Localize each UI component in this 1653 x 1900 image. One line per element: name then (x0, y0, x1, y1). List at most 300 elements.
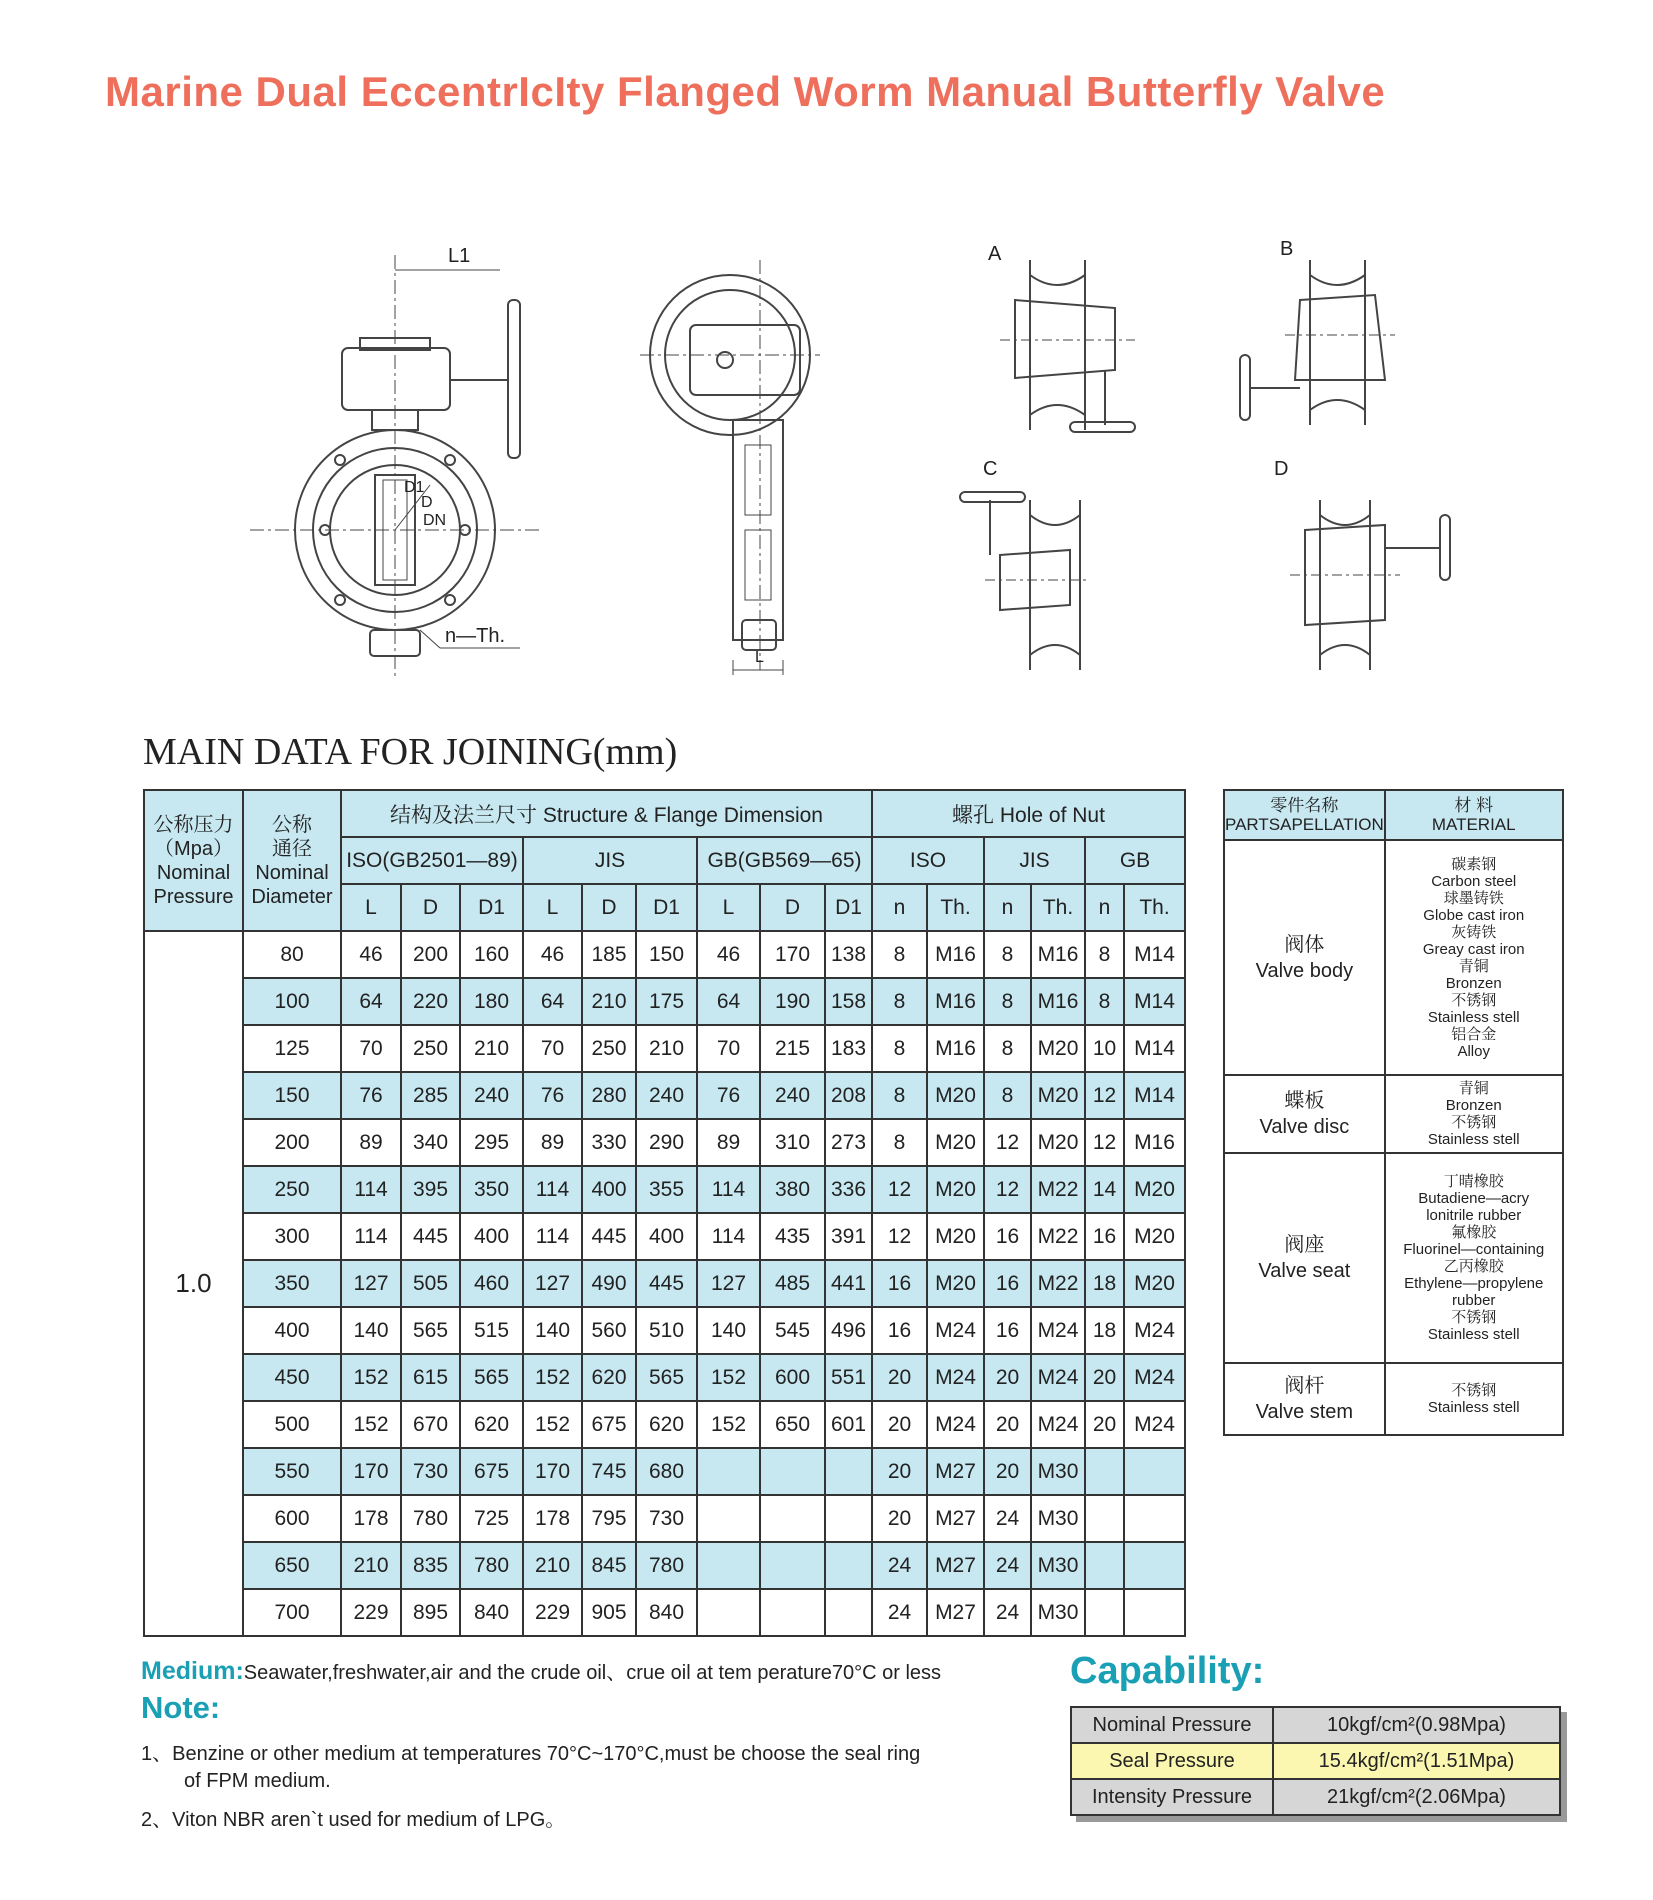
part-materials (1385, 1075, 1563, 1153)
table-cell: 89 (697, 1119, 760, 1166)
table-row (144, 1213, 1185, 1260)
material-line: Bronzen (1445, 974, 1502, 992)
table-cell: 114 (523, 1166, 582, 1213)
material-line: Stainless stell (1427, 1399, 1520, 1416)
table-cell: M30 (1031, 1542, 1085, 1589)
nominal-diameter-cell: 250 (243, 1166, 341, 1213)
capability-row-nominal (1071, 1707, 1560, 1743)
mount-a-drawing (988, 243, 1135, 432)
material-table (1223, 789, 1564, 1436)
part-materials (1385, 1153, 1563, 1363)
table-cell: 14 (1085, 1166, 1124, 1213)
part-name-line: Valve seat (1258, 1260, 1351, 1282)
table-cell: 340 (401, 1119, 460, 1166)
material-line: 灰铸铁 (1451, 923, 1497, 941)
nominal-pressure-value: 1.0 (144, 931, 243, 1636)
table-cell: 895 (401, 1589, 460, 1636)
table-cell: M22 (1031, 1166, 1085, 1213)
table-cell: M16 (927, 978, 984, 1025)
column-header: D (401, 884, 460, 931)
material-line: 不锈钢 (1451, 1114, 1497, 1131)
table-cell: 140 (341, 1307, 401, 1354)
table-cell: 114 (523, 1213, 582, 1260)
material-line: Fluorinel—containing (1403, 1241, 1545, 1258)
table-cell: 152 (697, 1401, 760, 1448)
table-cell: 240 (636, 1072, 697, 1119)
table-cell (1085, 1589, 1124, 1636)
material-line: 青铜 (1458, 957, 1489, 975)
material-line: Carbon steel (1431, 872, 1517, 890)
column-header: L (523, 884, 582, 931)
table-cell: 114 (341, 1213, 401, 1260)
table-cell: 170 (523, 1448, 582, 1495)
table-cell: 89 (523, 1119, 582, 1166)
capability-heading: Capability: (1070, 1650, 1265, 1692)
table-row (144, 1025, 1185, 1072)
table-cell: 70 (697, 1025, 760, 1072)
table-cell: 220 (401, 978, 460, 1025)
label-b: B (1280, 238, 1294, 260)
table-cell: 380 (760, 1166, 825, 1213)
column-header: Th. (1124, 884, 1185, 931)
table-cell (760, 1542, 825, 1589)
table-cell: 76 (523, 1072, 582, 1119)
column-header: n (872, 884, 927, 931)
table-cell: 12 (1085, 1119, 1124, 1166)
table-cell: M14 (1124, 978, 1185, 1025)
material-line: Alloy (1457, 1042, 1490, 1060)
nominal-diameter-cell: 200 (243, 1119, 341, 1166)
part-name (1224, 840, 1385, 1075)
nominal-diameter-cell: 400 (243, 1307, 341, 1354)
column-header: n (984, 884, 1031, 931)
table-cell: 460 (460, 1260, 523, 1307)
table-cell: 745 (582, 1448, 636, 1495)
table-cell: 70 (341, 1025, 401, 1072)
nominal-diameter-cell: 700 (243, 1589, 341, 1636)
table-cell: 795 (582, 1495, 636, 1542)
capability-table (1070, 1706, 1561, 1816)
note-2: 2、Viton NBR aren`t used for medium of LPG。 (141, 1809, 566, 1831)
table-cell: 8 (1085, 978, 1124, 1025)
table-cell: 16 (1085, 1213, 1124, 1260)
table-cell: 8 (872, 978, 927, 1025)
table-cell (1124, 1495, 1185, 1542)
table-cell: M30 (1031, 1495, 1085, 1542)
capability-value: 21kgf/cm²(2.06Mpa) (1273, 1779, 1560, 1815)
table-row (144, 931, 1185, 978)
table-cell: 20 (984, 1354, 1031, 1401)
table-cell: 565 (460, 1354, 523, 1401)
table-cell: M20 (927, 1119, 984, 1166)
table-cell: M20 (1124, 1260, 1185, 1307)
capability-row-intensity (1071, 1779, 1560, 1815)
table-cell: 12 (1085, 1072, 1124, 1119)
label-l1: L1 (448, 245, 471, 267)
table-cell (1124, 1448, 1185, 1495)
table-cell: 600 (760, 1354, 825, 1401)
table-row (144, 1401, 1185, 1448)
mount-b-drawing (1240, 238, 1395, 425)
header-material: 材 料 MATERIAL (1385, 790, 1563, 840)
material-line: Stainless stell (1427, 1131, 1520, 1148)
capability-value: 10kgf/cm²(0.98Mpa) (1273, 1707, 1560, 1743)
table-cell: 545 (760, 1307, 825, 1354)
table-cell: 170 (341, 1448, 401, 1495)
part-name-line: 阀杆 (1284, 1375, 1325, 1397)
table-cell: 445 (636, 1260, 697, 1307)
table-cell: 290 (636, 1119, 697, 1166)
table-cell: 840 (636, 1589, 697, 1636)
table-cell: 391 (825, 1213, 872, 1260)
mount-d-drawing (1274, 458, 1450, 670)
column-header: Th. (927, 884, 984, 931)
table-cell: 20 (984, 1448, 1031, 1495)
column-header: n (1085, 884, 1124, 931)
table-cell: M27 (927, 1542, 984, 1589)
table-cell: 441 (825, 1260, 872, 1307)
table-cell: M20 (927, 1213, 984, 1260)
table-cell: 127 (523, 1260, 582, 1307)
nominal-diameter-cell: 600 (243, 1495, 341, 1542)
table-cell: 280 (582, 1072, 636, 1119)
table-cell: 620 (460, 1401, 523, 1448)
label-d: D (421, 494, 433, 511)
table-cell: 229 (523, 1589, 582, 1636)
material-line: 碳素钢 (1451, 855, 1497, 873)
table-row (144, 1072, 1185, 1119)
table-row (144, 1448, 1185, 1495)
table-cell (760, 1589, 825, 1636)
label-dn: DN (423, 512, 447, 529)
table-cell: 152 (341, 1401, 401, 1448)
table-cell: M27 (927, 1448, 984, 1495)
table-cell: M24 (1124, 1307, 1185, 1354)
nominal-diameter-cell: 300 (243, 1213, 341, 1260)
table-row (144, 978, 1185, 1025)
table-cell: 505 (401, 1260, 460, 1307)
medium-label: Medium: (141, 1657, 244, 1685)
valve-drawings (0, 230, 1653, 700)
material-line: rubber (1452, 1292, 1496, 1309)
table-cell: M24 (927, 1354, 984, 1401)
table-row (144, 1542, 1185, 1589)
table-cell: 12 (872, 1166, 927, 1213)
table-cell (825, 1448, 872, 1495)
table-cell: 650 (760, 1401, 825, 1448)
material-line: Stainless stell (1427, 1008, 1520, 1026)
part-name-line: 蝶板 (1284, 1090, 1325, 1112)
part-name (1224, 1075, 1385, 1153)
table-cell: 725 (460, 1495, 523, 1542)
table-cell: 20 (872, 1354, 927, 1401)
table-cell: 150 (636, 931, 697, 978)
header-structure: 结构及法兰尺寸 Structure & Flange Dimension (341, 790, 872, 837)
table-cell: 20 (1085, 1354, 1124, 1401)
table-cell (1085, 1448, 1124, 1495)
table-cell: 8 (1085, 931, 1124, 978)
table-cell: 675 (460, 1448, 523, 1495)
table-cell: 152 (697, 1354, 760, 1401)
table-cell: 250 (401, 1025, 460, 1072)
nominal-diameter-cell: 100 (243, 978, 341, 1025)
table-cell: 400 (582, 1166, 636, 1213)
table-cell: 24 (984, 1589, 1031, 1636)
table-cell (825, 1542, 872, 1589)
column-header: D (760, 884, 825, 931)
material-line: Bronzen (1445, 1097, 1502, 1114)
table-cell: 330 (582, 1119, 636, 1166)
table-cell: 24 (984, 1542, 1031, 1589)
label-nth: n—Th. (445, 625, 506, 647)
mount-c-drawing (960, 458, 1090, 670)
part-name (1224, 1363, 1385, 1435)
table-cell: 76 (341, 1072, 401, 1119)
table-cell: M30 (1031, 1448, 1085, 1495)
note-1: 1、Benzine or other medium at temperatures 70°C~170°C,must be choose the seal ring (141, 1743, 921, 1765)
table-cell: 64 (697, 978, 760, 1025)
table-cell: M20 (1124, 1213, 1185, 1260)
table-cell: M24 (1031, 1354, 1085, 1401)
note-heading: Note: (141, 1690, 221, 1725)
table-cell: 64 (523, 978, 582, 1025)
table-cell: 8 (872, 1072, 927, 1119)
table-cell: 565 (636, 1354, 697, 1401)
part-materials (1385, 840, 1563, 1075)
table-cell: 183 (825, 1025, 872, 1072)
table-cell: 905 (582, 1589, 636, 1636)
table-cell: M16 (1124, 1119, 1185, 1166)
table-row (144, 1307, 1185, 1354)
table-cell: M30 (1031, 1589, 1085, 1636)
joining-data-table (143, 789, 1186, 1637)
table-cell: M16 (927, 931, 984, 978)
table-cell (1124, 1589, 1185, 1636)
nominal-diameter-cell: 350 (243, 1260, 341, 1307)
nominal-diameter-cell: 500 (243, 1401, 341, 1448)
table-cell: 208 (825, 1072, 872, 1119)
page-title: Marine Dual EccentrIcIty Flanged Worm Manual Butterfly Valve (105, 68, 1386, 115)
table-cell: M22 (1031, 1260, 1085, 1307)
part-name (1224, 1153, 1385, 1363)
table-cell: M27 (927, 1589, 984, 1636)
table-cell: 175 (636, 978, 697, 1025)
table-cell: 16 (872, 1260, 927, 1307)
table-cell: 565 (401, 1307, 460, 1354)
table-cell (1085, 1542, 1124, 1589)
table-cell: 355 (636, 1166, 697, 1213)
part-name-line: Valve body (1255, 959, 1354, 982)
material-row (1224, 1153, 1563, 1363)
header-part: 零件名称 PARTSAPELLATION (1224, 790, 1385, 840)
table-cell: 46 (341, 931, 401, 978)
table-cell: 210 (460, 1025, 523, 1072)
header-iso: ISO(GB2501—89) (341, 837, 523, 884)
header-hole-iso: ISO (872, 837, 984, 884)
table-cell: 8 (984, 931, 1031, 978)
table-cell (697, 1589, 760, 1636)
table-cell: 510 (636, 1307, 697, 1354)
table-cell: 8 (984, 1025, 1031, 1072)
table-cell: 395 (401, 1166, 460, 1213)
material-line: Ethylene—propylene (1404, 1275, 1544, 1292)
side-view-drawing (640, 260, 820, 675)
table-cell: 46 (697, 931, 760, 978)
label-dd: D (1274, 458, 1289, 480)
material-line: 铝合金 (1451, 1025, 1497, 1043)
table-cell: 152 (341, 1354, 401, 1401)
table-cell: 675 (582, 1401, 636, 1448)
table-cell: 8 (872, 931, 927, 978)
table-cell: M16 (1031, 978, 1085, 1025)
table-cell: 250 (582, 1025, 636, 1072)
table-cell: 336 (825, 1166, 872, 1213)
table-cell: 435 (760, 1213, 825, 1260)
table-cell: 127 (341, 1260, 401, 1307)
table-cell: 615 (401, 1354, 460, 1401)
table-cell: M20 (1124, 1166, 1185, 1213)
table-cell: 70 (523, 1025, 582, 1072)
table-cell: 152 (523, 1401, 582, 1448)
table-cell: 551 (825, 1354, 872, 1401)
table-cell: 310 (760, 1119, 825, 1166)
table-cell (760, 1448, 825, 1495)
table-cell: 180 (460, 978, 523, 1025)
nominal-diameter-cell: 150 (243, 1072, 341, 1119)
table-cell: 285 (401, 1072, 460, 1119)
table-cell: 680 (636, 1448, 697, 1495)
capability-label: Intensity Pressure (1071, 1779, 1273, 1815)
material-line: 青铜 (1458, 1080, 1489, 1097)
table-cell: 89 (341, 1119, 401, 1166)
table-cell: 210 (341, 1542, 401, 1589)
table-cell: 560 (582, 1307, 636, 1354)
capability-row-seal (1071, 1743, 1560, 1779)
table-cell: 12 (872, 1213, 927, 1260)
table-cell (825, 1589, 872, 1636)
table-cell: 400 (636, 1213, 697, 1260)
table-cell: 76 (697, 1072, 760, 1119)
table-cell: 200 (401, 931, 460, 978)
material-line: Globe cast iron (1423, 906, 1525, 924)
table-cell: 780 (636, 1542, 697, 1589)
table-cell: 835 (401, 1542, 460, 1589)
table-cell: 8 (984, 1072, 1031, 1119)
table-row (144, 1166, 1185, 1213)
table-row (144, 1260, 1185, 1307)
table-cell: 46 (523, 931, 582, 978)
table-row (144, 1589, 1185, 1636)
table-cell: 16 (984, 1307, 1031, 1354)
table-cell: M20 (927, 1260, 984, 1307)
table-cell: 24 (872, 1589, 927, 1636)
table-cell: 670 (401, 1401, 460, 1448)
table-cell: 620 (636, 1401, 697, 1448)
table-cell: 16 (872, 1307, 927, 1354)
table-cell: 240 (460, 1072, 523, 1119)
table-cell: 12 (984, 1119, 1031, 1166)
table-cell: 780 (401, 1495, 460, 1542)
column-header: D1 (460, 884, 523, 931)
table-cell: 12 (984, 1166, 1031, 1213)
table-cell: 64 (341, 978, 401, 1025)
table-cell: 20 (872, 1495, 927, 1542)
table-cell: 160 (460, 931, 523, 978)
table-cell: 20 (984, 1401, 1031, 1448)
capability-label: Seal Pressure (1071, 1743, 1273, 1779)
table-cell: 20 (872, 1448, 927, 1495)
table-cell: 152 (523, 1354, 582, 1401)
nominal-diameter-cell: 450 (243, 1354, 341, 1401)
part-materials (1385, 1363, 1563, 1435)
header-nominal-pressure: 公称压力 （Mpa） Nominal Pressure (144, 790, 243, 931)
part-name-line: 阀体 (1284, 933, 1325, 956)
material-line: Stainless stell (1427, 1326, 1520, 1343)
table-cell: 490 (582, 1260, 636, 1307)
column-header: Th. (1031, 884, 1085, 931)
table-cell: 114 (697, 1213, 760, 1260)
table-cell: 140 (523, 1307, 582, 1354)
table-cell: 170 (760, 931, 825, 978)
table-cell: 8 (872, 1025, 927, 1072)
table-cell: 8 (984, 978, 1031, 1025)
table-cell: 485 (760, 1260, 825, 1307)
material-row (1224, 840, 1563, 1075)
table-cell (1124, 1542, 1185, 1589)
table-cell: 620 (582, 1354, 636, 1401)
table-cell: 210 (636, 1025, 697, 1072)
table-cell: 496 (825, 1307, 872, 1354)
nominal-diameter-cell: 550 (243, 1448, 341, 1495)
table-cell: 445 (401, 1213, 460, 1260)
column-header: L (697, 884, 760, 931)
nominal-diameter-cell: 125 (243, 1025, 341, 1072)
table-cell: M24 (1031, 1401, 1085, 1448)
table-cell: 730 (636, 1495, 697, 1542)
table-cell: M22 (1031, 1213, 1085, 1260)
table-cell: M24 (927, 1401, 984, 1448)
column-header: L (341, 884, 401, 931)
table-cell: M20 (927, 1072, 984, 1119)
material-line: 乙丙橡胶 (1443, 1258, 1504, 1275)
table-cell: 138 (825, 931, 872, 978)
material-line: 不锈钢 (1451, 991, 1497, 1009)
table-cell: M20 (1031, 1119, 1085, 1166)
table-cell: 24 (872, 1542, 927, 1589)
table-cell: M24 (1031, 1307, 1085, 1354)
nominal-diameter-cell: 650 (243, 1542, 341, 1589)
table-cell: 350 (460, 1166, 523, 1213)
table-cell: M16 (1031, 931, 1085, 978)
table-cell: M24 (1124, 1401, 1185, 1448)
table-row (144, 1354, 1185, 1401)
column-header: D (582, 884, 636, 931)
table-cell: 20 (872, 1401, 927, 1448)
table-cell: 780 (460, 1542, 523, 1589)
table-cell: 140 (697, 1307, 760, 1354)
nominal-diameter-cell: 80 (243, 931, 341, 978)
table-cell: M24 (1124, 1354, 1185, 1401)
table-cell: M27 (927, 1495, 984, 1542)
header-hole-jis: JIS (984, 837, 1085, 884)
table-cell: 18 (1085, 1307, 1124, 1354)
table-cell (1085, 1495, 1124, 1542)
table-cell: M24 (927, 1307, 984, 1354)
label-c: C (983, 458, 998, 480)
capability-value: 15.4kgf/cm²(1.51Mpa) (1273, 1743, 1560, 1779)
table-cell: 515 (460, 1307, 523, 1354)
material-row (1224, 1363, 1563, 1435)
